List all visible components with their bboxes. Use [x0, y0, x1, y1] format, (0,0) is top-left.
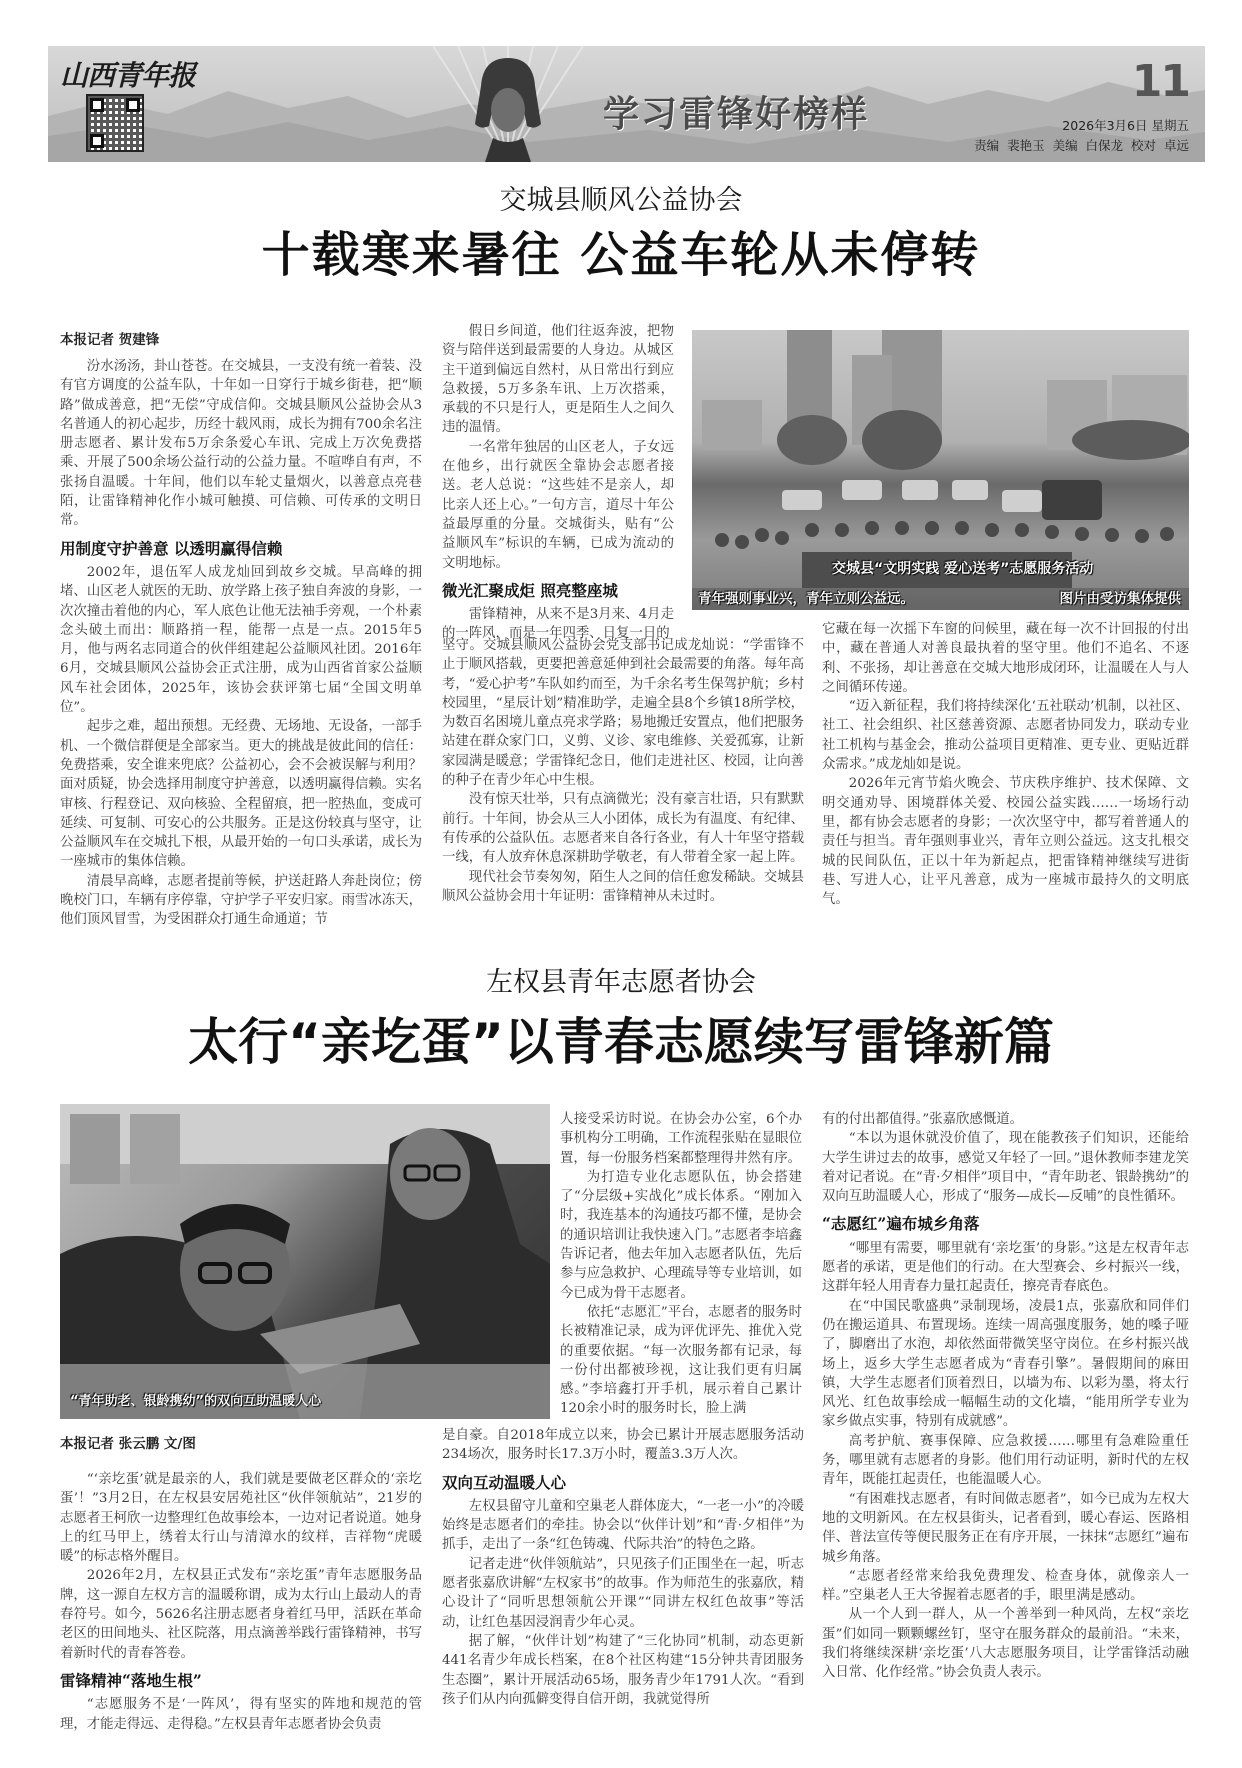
paragraph: “志愿者经常来给我免费理发、检查身体，就像亲人一样。”空巢老人王大爷握着志愿者的手，眼里满是感动。: [822, 1568, 1189, 1604]
paragraph: 是自豪。自2018年成立以来，协会已累计开展志愿服务活动234场次，服务时长17.3万小时，覆盖3.3万人次。: [442, 1428, 804, 1463]
article1-kicker: 交城县顺风公益协会: [499, 185, 743, 216]
paragraph: 左权县留守儿童和空巢老人群体庞大，“一老一小”的冷暖始终是志愿者们的牵挂。协会以“伙伴计划”和“青·夕相伴”为抓手，走出了一条“红色铸魂、代际共治”的特色之路。: [442, 1498, 804, 1553]
paragraph: 2002年，退伍军人成龙灿回到故乡交城。早高峰的拥堵、山区老人就医的无助、放学路上孩子独自奔波的身影，一次次撞击着他的内心，军人底色让他无法袖手旁观，一个朴素念头破土而出：顺路捎一程，能帮一点是一点。2015年5月，他与两名志同道合的伙伴组建起公益顺风社团。2016年6月，交城县顺风公益协会正式注册，成为山西省首家公益顺风车社会团体，2025年，该协会获评第七届“全国文明单位”。: [60, 564, 422, 716]
paragraph: “‘亲圪蛋’就是最亲的人，我们就是要做老区群众的‘亲圪蛋’！”3月2日，在左权县安居苑社区“伙伴领航站”，21岁的志愿者王柯欣一边整理红色故事绘本，一边对记者说道。她身上的红马甲上，绣着太行山与清漳水的纹样，吉祥物“虎暖暖”的标志格外醒目。: [60, 1472, 422, 1565]
photo-scene-illustration: [60, 1104, 550, 1419]
paragraph: 高考护航、赛事保障、应急救援……哪里有急难险重任务，哪里就有志愿者的身影。他们用行动证明，新时代的左权青年，既能扛起责任，也能温暖人心。: [822, 1433, 1189, 1488]
paragraph: 没有惊天壮举，只有点滴微光；没有豪言壮语，只有默默前行。十年间，协会从三人小团体，成长为有温度、有纪律、有传承的公益队伍。志愿者来自各行各业，有人十年坚守搭载一线，有人放弃休息深耕助学敬老，有人带着全家一起上阵。: [442, 792, 804, 866]
newspaper-logo: 山西青年报: [60, 59, 196, 92]
article2-column-1: [60, 1470, 422, 1734]
page-number: 11: [1131, 56, 1189, 107]
article1-column-2-lower: [442, 636, 804, 906]
subheading: 微光汇聚成炬 照亮整座城: [442, 580, 618, 600]
paragraph: 雷锋精神，从来不是3月来、4月走的一阵风，而是一年四季、日复一日的: [442, 607, 674, 642]
paragraph: 为打造专业化志愿队伍，协会搭建了“分层级+实战化”成长体系。“刚加入时，我连基本的沟通技巧都不懂，是协会的通识培训让我快速入门。”志愿者李培鑫告诉记者，他去年加入志愿者队伍，先后参与应急救护、心理疏导等专业培训，如今已成为骨干志愿者。: [560, 1169, 802, 1301]
volunteer-convoy-photo[interactable]: [692, 330, 1189, 610]
article2-kicker: 左权县青年志愿者协会: [486, 967, 756, 998]
subheading: 双向互动温暖人心: [442, 1472, 567, 1492]
paragraph: “有困难找志愿者，有时间做志愿者”，如今已成为左权大地的文明新风。在左权县街头，记者看到，暖心春运、医路相伴、普法宣传等便民服务正在有序开展，一抹抹“志愿红”遍布城乡角落。: [822, 1491, 1189, 1565]
photo-caption: 青年强则事业兴，青年立则公益远。: [698, 591, 914, 607]
paragraph: “志愿服务不是‘一阵风’，得有坚实的阵地和规范的管理，才能走得远、走得稳。”左权县青年志愿者协会负责: [60, 1697, 422, 1732]
paragraph: 据了解，“伙伴计划”构建了“三化协同”机制，动态更新441名青少年成长档案，在8个社区构建“15分钟共青团服务生态圈”，累计开展活动65场，服务青少年1791人次。“看到孩子们从内向孤僻变得自信开朗，我就觉得所: [442, 1633, 804, 1707]
masthead: [48, 46, 1205, 162]
paragraph: 人接受采访时说。在协会办公室，6个办事机构分工明确，工作流程张贴在显眼位置，每一份服务档案都整理得井然有序。: [560, 1112, 802, 1166]
paragraph: 汾水汤汤，卦山苍苍。在交城县，一支没有统一着装、没有官方调度的公益车队，十年如一日穿行于城乡街巷，把“顺路”做成善意，把“无偿”守成信仰。交城县顺风公益协会从3名普通人的初心起步，历经十载风雨，成长为拥有700余名注册志愿者、累计发布5万余条爱心车讯、完成上万次免费搭乘、开展了500余场公益行动的公益力量。不喧哗自有声，不张扬自温暖。十年间，他们以车轮丈量烟火，以善意点亮巷陌，让雷锋精神化作小城可触摸、可信赖、可传承的文明日常。: [60, 359, 422, 529]
qr-code-icon[interactable]: [86, 94, 144, 152]
lei-feng-portrait-icon: [423, 46, 593, 162]
paragraph: “本以为退休就没价值了，现在能教孩子们知识，还能给大学生讲过去的故事，感觉又年轻了一回。”退休教师李建龙笑着对记者说。在“青·夕相伴”项目中，“青年助老、银龄携幼”的双向互助温暖人心，形成了“服务—成长—反哺”的良性循环。: [822, 1131, 1189, 1205]
article2-column-3: [822, 1110, 1189, 1683]
paragraph: 清晨早高峰，志愿者提前等候，护送赶路人奔赴岗位；傍晚校门口，车辆有序停靠，守护学子平安归家。雨雪冰冻天，他们顶风冒雪，为受困群众打通生命通道；节: [60, 873, 422, 928]
photo-banner-text: 交城县“文明实践 爱心送考”志愿服务活动: [832, 561, 1094, 577]
paragraph: 在“中国民歌盛典”录制现场，凌晨1点，张嘉欣和同伴们仍在搬运道具、布置现场。连续一周高强度服务，她的嗓子哑了，脚磨出了水泡，却依然面带微笑坚守岗位。在乡村振兴战场上，返乡大学生志愿者成为“青春引擎”。暑假期间的麻田镇，大学生志愿者们顶着烈日，以墙为布、以彩为墨，将太行风光、红色故事绘成一幅幅生动的文化墙，“能用所学专业为家乡做点实事，特别有成就感”。: [822, 1298, 1189, 1430]
issue-date: 2026年3月6日 星期五: [1062, 118, 1189, 133]
volunteer-tutoring-photo[interactable]: [60, 1104, 550, 1419]
paragraph: 2026年2月，左权县正式发布“亲圪蛋”青年志愿服务品牌，这一源自左权方言的温暖称谓，成为太行山上最动人的青春符号。如今，5626名注册志愿者身着红马甲，活跃在革命老区的田间地头、社区院落，用点滴善举践行雷锋精神，书写着新时代的青春答卷。: [60, 1568, 422, 1661]
paragraph: 记者走进“伙伴领航站”，只见孩子们正围坐在一起，听志愿者张嘉欣讲解“左权家书”的故事。作为师范生的张嘉欣，精心设计了“同听思想领航公开课”“同讲左权红色故事”等活动，让红色基因浸润青少年心灵。: [442, 1556, 804, 1630]
subheading: 雷锋精神“落地生根”: [60, 1670, 202, 1690]
article1-column-1: [60, 357, 422, 930]
paragraph: 2026年元宵节焰火晚会、节庆秩序维护、技术保障、文明交通劝导、困境群体关爱、校园公益实践……一场场行动里，都有协会志愿者的身影；一次次坚守中，都写着普通人的责任与担当。青年强则事业兴，青年立则公益远。这支扎根交城的民间队伍，正以十年为新起点，把雷锋精神继续写进街巷、写进人心，让平凡善意，成为一座城市最持久的文明底气。: [822, 776, 1189, 908]
photo-credit: 图片由受访集体提供: [1059, 591, 1181, 607]
paragraph: 现代社会节奏匆匆，陌生人之间的信任愈发稀缺。交城县顺风公益协会用十年证明：雷锋精神从未过时。: [442, 869, 804, 904]
article2-column-2-upper: [560, 1110, 802, 1419]
paragraph: 起步之难，超出预想。无经费、无场地、无设备，一部手机、一个微信群便是全部家当。更大的挑战是彼此间的信任：免费搭乘，安全谁来兜底？公益初心，会不会被误解与利用？面对质疑，协会选择用制度守护善意，以透明赢得信赖。实名审核、行程登记、双向核验、全程留痕，把一腔热血，变成可延续、可复制、可安心的公共服务。正是这份较真与坚守，让公益顺风车在交城扎下根，从最开始的一句口头承诺，成长为一座城市的集体信赖。: [60, 719, 422, 870]
paragraph: 坚守。交城县顺风公益协会党支部书记成龙灿说：“学雷锋不止于顺风搭载，更要把善意延伸到社会最需要的角落。每年高考，“爱心护考”车队如约而至，为千余名考生保驾护航；乡村校园里，“星辰计划”精准助学，走遍全县8个乡镇18所学校，为数百名困境儿童点亮求学路；易地搬迁安置点，他们把服务站建在群众家门口，义剪、义诊、家电维修、关爱孤寡，让新家园满是暖意；学雷锋纪念日，他们走进社区、校园，让向善的种子在青少年心中生根。: [442, 638, 804, 789]
paragraph: 依托“志愿汇”平台，志愿者的服务时长被精准记录，成为评优评先、推优入党的重要依据。“每一次服务都有记录，每一份付出都被珍视，这让我们更有归属感。”李培鑫打开手机，展示着自己累计120余小时的服务时长，脸上满: [560, 1304, 802, 1417]
paragraph: 假日乡间道，他们往返奔波，把物资与陪伴送到最需要的人身边。从城区主干道到偏远自然村，从日常出行到应急救援，5万多条车讯、上万次搭乘，承载的不只是行人，更是陌生人之间久违的温情。: [442, 324, 674, 436]
editors-credit: 责编 裴艳玉 美编 白保龙 校对 卓远: [974, 138, 1189, 153]
paragraph: 它藏在每一次摇下车窗的问候里，藏在每一次不计回报的付出中，藏在普通人对善良最执着的坚守里。他们不追名、不逐利、不张扬，却让善意在交城大地形成闭环，让温暖在人与人之间循环传递。: [822, 622, 1189, 695]
article2-byline: 本报记者 张云鹏 文/图: [60, 1436, 196, 1452]
article1-headline: 十载寒来暑往 公益车轮从未停转: [261, 227, 981, 283]
paragraph: 一名常年独居的山区老人，子女远在他乡，出行就医全靠协会志愿者接送。老人总说：“这些娃不是亲人，却比亲人还上心。”一句方言，道尽十年公益最厚重的分量。交城街头，贴有“公益顺风车”标识的车辆，已成为流动的文明地标。: [442, 439, 674, 571]
article2-headline: 太行“亲圪蛋”以青春志愿续写雷锋新篇: [188, 1013, 1054, 1071]
paragraph: 从一个人到一群人，从一个善举到一种风尚，左权“亲圪蛋”们如同一颗颗螺丝钉，坚守在服务群众的最前沿。“未来，我们将继续深耕‘亲圪蛋’八大志愿服务项目，让学雷锋活动融入日常、化作经常。”协会负责人表示。: [822, 1607, 1189, 1681]
article1-column-3: [822, 620, 1189, 909]
paragraph: “哪里有需要，哪里就有‘亲圪蛋’的身影。”这是左权青年志愿者的承诺，更是他们的行动。在大型赛会、乡村振兴一线，这群年轻人用青春力量扛起责任，擦亮青春底色。: [822, 1240, 1189, 1295]
article1-column-2: [442, 322, 674, 644]
paragraph: “迈入新征程，我们将持续深化‘五社联动’机制，以社区、社工、社会组织、社区慈善资源、志愿者协同发力，联动专业社工机构与基金会，推动公益项目更精准、更专业、更贴近群众需求。”成龙灿如是说。: [822, 699, 1189, 773]
section-title: 学习雷锋好榜样: [603, 94, 870, 135]
subheading: 用制度守护善意 以透明赢得信赖: [60, 538, 283, 558]
article2-column-2-lower: [442, 1426, 804, 1709]
subheading: “志愿红”遍布城乡角落: [822, 1214, 980, 1234]
paragraph: 有的付出都值得。”张嘉欣感慨道。: [822, 1112, 1024, 1127]
photo-caption: “青年助老、银龄携幼”的双向互助温暖人心: [70, 1394, 322, 1409]
article1-byline: 本报记者 贺建锋: [60, 332, 160, 348]
